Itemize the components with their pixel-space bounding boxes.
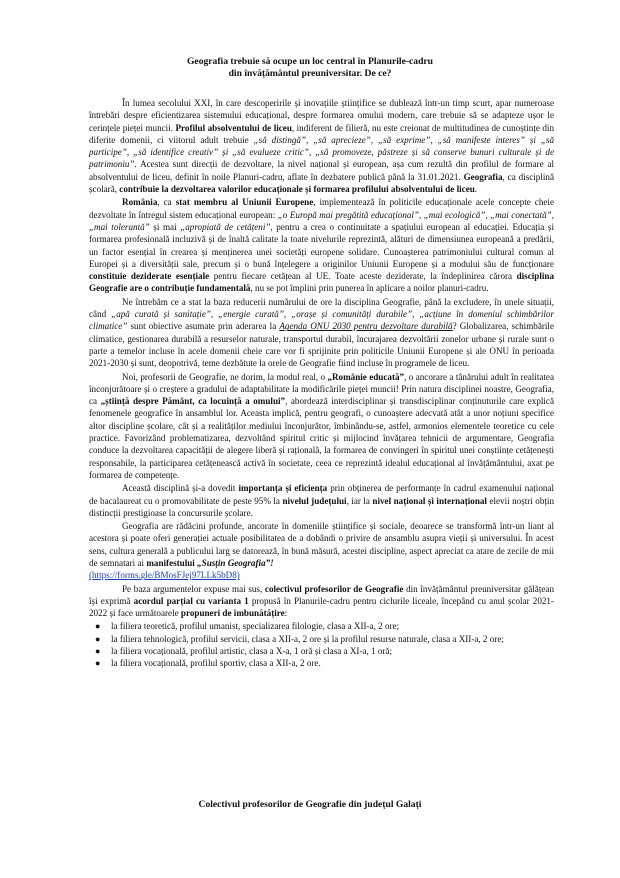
bold-italic-text: „Susțin Geografia”! — [197, 557, 274, 568]
text: , implementează în politicile educaționale acele concepte cheie dezvoltate în întregul sistem educațional european: — [89, 197, 554, 220]
paragraph-4 — [89, 371, 554, 482]
text: , nu se pot împlini prin punerea în aplicare a noilor planuri-cadru. — [250, 283, 489, 294]
bold-text: manifestului — [146, 557, 198, 568]
text: elevii noștri obțin distincții prestigioase la concursurile școlare. — [89, 495, 554, 518]
bold-text: contribuie la dezvoltarea valorilor educaționale și formarea profilului absolventului de liceu — [119, 184, 475, 195]
bold-text: nivel național și internațional — [372, 495, 487, 506]
list-item — [89, 657, 554, 669]
text: ? Globalizarea, schimbările climatice, gestionarea durabilă a resurselor naturale, transportul durabil, încurajarea dezvoltării zonelor urbane și rurale sunt o parte a temelor incluse în acele domenii cheie care vor fi sprijinite prin politicile Uniunii Europene și ale ONU în perioada 2021-2030 și sunt, deopotrivă, teme dezbătute la orele de Geografie fiind incluse în programele de liceu. — [89, 321, 554, 369]
bold-text: colectivul profesorilor de Geografie — [264, 583, 404, 594]
bold-text: Geografia — [463, 171, 503, 182]
text: Geografia are rădăcini profunde, ancorate în domeniile științifice și sociale, deoarece se transformă într-un liant al acestora și poate oferi generației actuale posibilitatea de a dobândi o privire de ansamblu asupra vieții și universului. În acest sens, cultura generală a publicului larg se datorează, în bună măsură, acestei discipline, aspect apreciat ca atare de zecile de mii de semnatari ai — [89, 521, 554, 568]
bold-text: stat membru al Uniunii Europene — [175, 197, 314, 208]
italic-text: „apă curată și sanitație”, „energie curată”, „orașe și comunități durabile”, „acțiune în domeniul schimbărilor climatice” — [89, 309, 554, 332]
bold-text: nivelul județului — [282, 495, 347, 506]
text: pentru fiecare cetățean al UE. Toate aceste deziderate, la îndeplinirea cărora — [209, 271, 517, 282]
document-body — [89, 97, 554, 670]
italic-text: „o Europă mai pregătită educațional”, „mai ecologică”, „mai conectată”, „mai tolerantă” — [89, 209, 554, 232]
text: În lumea secolului XXI, în care descoperirile și inovațiile științifice se dublează într-un timp scurt, apar numeroase întrebări despre eficientizarea sistemului educațional, despre formarea omului modern, care trebuie să se adapteze ușor le cerințele pieței muncii. — [89, 98, 554, 133]
text: Ne întrebăm ce a stat la baza reducerii numărului de ore la disciplina Geografie, până la excludere, în unele situații, când — [89, 296, 554, 320]
text: , ca — [157, 197, 176, 208]
italic-text: „apropiată de cetățeni” — [180, 221, 271, 232]
text: Această disciplină și-a dovedit — [122, 483, 239, 494]
text: , iar la — [346, 495, 373, 506]
text: , o ancorare a tânărului adult în realitatea înconjurătoare și o creștere a gradului de adaptabilitate la modificările pieței muncii! Prin natura disciplinei noastre, Geografia, ca — [89, 371, 554, 407]
bold-text: importanța și eficiența — [238, 483, 328, 494]
list-item — [89, 645, 554, 657]
text: . — [474, 184, 478, 195]
paragraph-1 — [89, 97, 554, 195]
list-item-text: la filiera teoretică, profilul umanist, specializarea filologie, clasa a XII-a, 2 ore; — [111, 621, 400, 632]
list-item — [89, 620, 554, 632]
list-item-text: la filiera tehnologică, profilul servicii, clasa a XII-a, 2 ore și la profilul resurse naturale, clasa a XII-a, 2 ore; — [111, 633, 504, 644]
bold-text: propuneri de îmbunătățire — [180, 608, 285, 619]
list-item — [89, 633, 554, 645]
text: propusă în Planurile-cadru pentru ciclurile liceale, începând cu anul școlar 2021-2022 și face următoarele — [89, 595, 554, 619]
text: . Acestea sunt direcții de dezvoltare, la nivel național și european, așa cum rezultă din profilul de formare al absolventului de liceu, definit în noile Planuri-cadru, aflate în dezbatere publică până la 31.01.2021. — [89, 159, 554, 182]
agenda-onu-link[interactable]: Agenda ONU 2030 pentru dezvoltare durabilă — [279, 321, 453, 332]
text: și mai — [149, 221, 181, 232]
bullet-icon: ● — [95, 621, 101, 632]
bold-text: „știință despre Pământ, ca locuință a omului” — [100, 396, 286, 407]
paragraph-2 — [89, 196, 554, 294]
title-line-1: Geografia trebuie să ocupe un loc central în Planurile-cadru — [186, 56, 434, 67]
paragraph-7 — [89, 583, 554, 620]
proposals-list — [89, 620, 554, 669]
text: , pentru a crea o continuitate a spațiului european al educației. Educația și formarea profesională incluzivă și de înaltă calitate la toate nivelurile reprezintă, alături de dimensiunea europeană a predării, un factor esențial în crearea și menținerea unei societăți europene solidare. Cunoașterea patrimoniului cultural comun al Europei și a diversității sale, precum și o bună înțelegere a originilor Uniunii Europene și a modului său de funcționare — [89, 221, 554, 269]
bold-text: constituie deziderate esențiale — [89, 271, 210, 282]
text: : — [284, 608, 288, 619]
signature-line: Colectivul profesorilor de Geografie din județul Galați — [198, 799, 422, 810]
text: sunt obiective asumate prin aderarea la — [127, 321, 280, 332]
list-item-text: la filiera vocațională, profilul sportiv, clasa a XII-a, 2 ore. — [111, 658, 321, 669]
list-item-text: la filiera vocațională, profilul artistic, clasa a X-a, 1 oră și clasa a XI-a, 1 oră; — [111, 646, 393, 657]
bullet-icon: ● — [95, 646, 101, 657]
bold-text: „Românie educată” — [327, 371, 405, 382]
bold-text: disciplina Geografie are o contribuție fundamentală — [89, 271, 554, 294]
text: Noi, profesorii de Geografie, ne dorim, la modul real, o — [122, 371, 328, 382]
bold-text: România — [122, 197, 158, 208]
title-line-2: din învățământul preuniversitar. De ce? — [228, 68, 392, 80]
text: Pe baza argumentelor expuse mai sus, — [122, 583, 265, 594]
text: , abordează interdisciplinar și transdisciplinar conținuturile care explică fenomenele geografice în ansamblul lor. Aceasta implică, pentru geografi, o cunoaștere adecvată atât a unor noțiuni specifice altor discipline școlare, cât și a realităților mediului înconjurător, îmbinându-se, astfel, armonios elementele teoretice cu cele practice. Favorizând problematizarea, dezvoltând spiritul critic și mijlocind învățarea tehnicii de argumentare, Geografia conduce la dezvoltarea capacității de alegere liberă și rațională, la formarea de convingeri în spiritul unei conștiințe cetățenești responsabile, la participarea cetățenească activă în societate, ceea ce reprezintă idealul educațional al învățământului, axat pe formarea de competențe. — [89, 396, 554, 480]
text: din învățământul preuniversitar gălățean își exprimă — [89, 583, 554, 606]
text: , indiferent de filieră, nu este creionat de multitudinea de cunoștințe din diferite domenii, ci viitorul adult trebuie — [89, 122, 554, 145]
paragraph-3 — [89, 296, 554, 370]
paragraph-6 — [89, 520, 554, 581]
bullet-icon: ● — [95, 658, 101, 669]
bullet-icon: ● — [95, 633, 101, 644]
document-title — [60, 56, 560, 81]
manifest-form-link[interactable]: (https://forms.gle/BMosFJej97LLk5bD8) — [89, 570, 240, 581]
bold-text: acordul parțial cu varianta 1 — [133, 595, 249, 606]
paragraph-5 — [89, 482, 554, 519]
text: , ca disciplină școlară, — [89, 171, 554, 195]
text: prin obținerea de performanțe în cadrul examenului național de bacalaureat cu o promovabilitate de peste 95% la — [89, 483, 554, 506]
italic-text: „să distingă”, „să aprecieze”, „să exprime”, „să manifeste interes” și „să participe”, „să identifice creativ” și „să evalueze critic”, „să promoveze, păstreze și să conserve bunuri culturale și de patrimoniu” — [89, 134, 554, 170]
bold-text: Profilul absolventului de liceu — [175, 122, 292, 133]
